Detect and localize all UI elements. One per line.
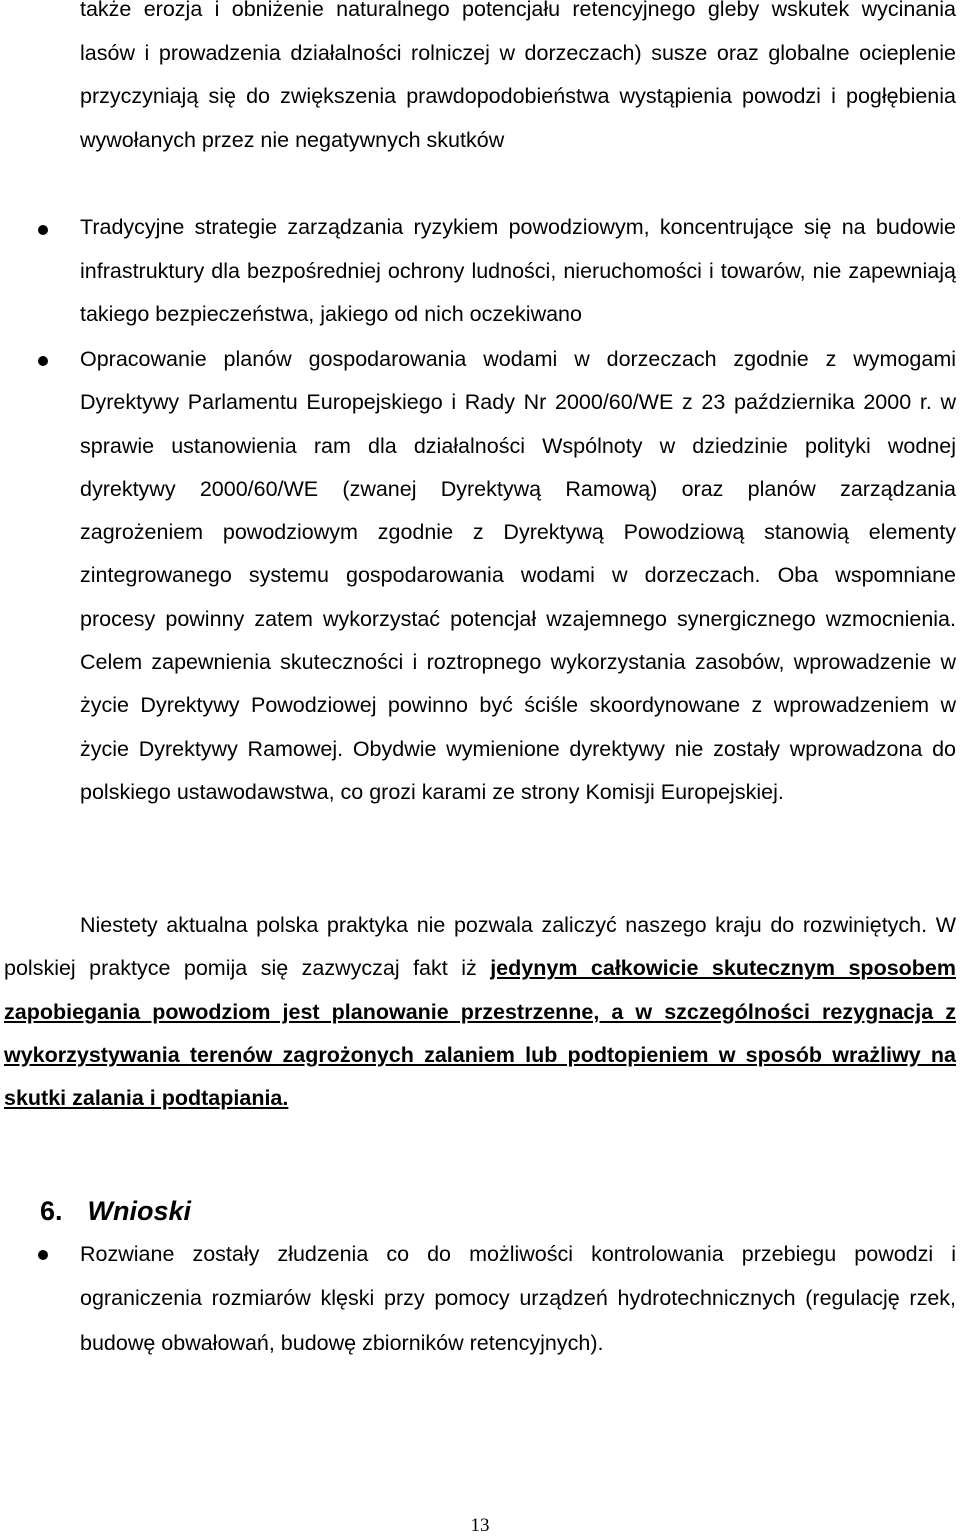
section-title: Wnioski [87,1196,192,1226]
practice-intro-text: Niestety aktualna polska praktyka nie pozwala zaliczyć naszego kraju do rozwiniętych. W polskiej praktyce pomija się zazwyczaj fakt iż [4,913,956,981]
bullet-paragraph-strategies: Tradycyjne strategie zarządzania ryzykiem powodziowym, koncentrujące się na budowie infrastruktury dla bezpośredniej ochrony ludności, nieruchomości i towarów, nie zapewniają takiego bezpieczeństwa, jakiego od nich oczekiwano [80,215,956,327]
paragraph-polish-practice [4,904,956,1120]
conclusion-bullet-1: Rozwiane zostały złudzenia co do możliwości kontrolowania przebiegu powodzi i ograniczenia rozmiarów klęski przy pomocy urządzeń hydrotechnicznych (regulację rzek, budowę obwałowań, budowę zbiorników retencyjnych). [80,1242,956,1355]
section-number: 6. [40,1196,63,1226]
bullet-paragraph-planning: Opracowanie planów gospodarowania wodami w dorzeczach zgodnie z wymogami Dyrektywy Parlamentu Europejskiego i Rady Nr 2000/60/WE z 23 października 2000 r. w sprawie ustanowienia ram dla działalności Wspólnoty w dziedzinie polityki wodnej dyrektywy 2000/60/WE (zwanej Dyrektywą Ramową) oraz planów zarządzania zagrożeniem powodziowym zgodnie z Dyrektywą Powodziową stanowią elementy zintegrowanego systemu gospodarowania wodami w dorzeczach. Oba wspomniane procesy powinny zatem wykorzystać potencjał wzajemnego synergicznego wzmocnienia. Celem zapewnienia skuteczności i roztropnego wykorzystania zasobów, wprowadzenie w życie Dyrektywy Powodziowej powinno być ściśle skoordynowane z wprowadzeniem w życie Dyrektywy Ramowej. Obydwie wymienione dyrektywy nie zostały wprowadzona do polskiego ustawodawstwa, co grozi karami ze strony Komisji Europejskiej. [80,347,956,804]
section-heading [40,1196,191,1227]
bullet-dot-icon [38,356,48,366]
paragraph-continuation: także erozja i obniżenie naturalnego potencjału retencyjnego gleby wskutek wycinania lasów i prowadzenia działalności rolniczej w dorzeczach) susze oraz globalne ocieplenie przyczyniają się do zwiększenia prawdopodobieństwa wystąpienia powodzi i pogłębienia wywołanych przez nie negatywnych skutków [80,0,956,152]
bullet-dot-icon [38,225,48,235]
practice-emphasis-text: jedynym całkowicie skutecznym sposobem zapobiegania powodziom jest planowanie przestrzenne, a w szczególności rezygnacja z wykorzystywania terenów zagrożonych zalaniem lub podtopieniem w sposób wrażliwy na skutki zalania i podtapiania. [4,956,956,1111]
page-number: 13 [470,1515,490,1536]
bullet-dot-icon [38,1250,48,1260]
